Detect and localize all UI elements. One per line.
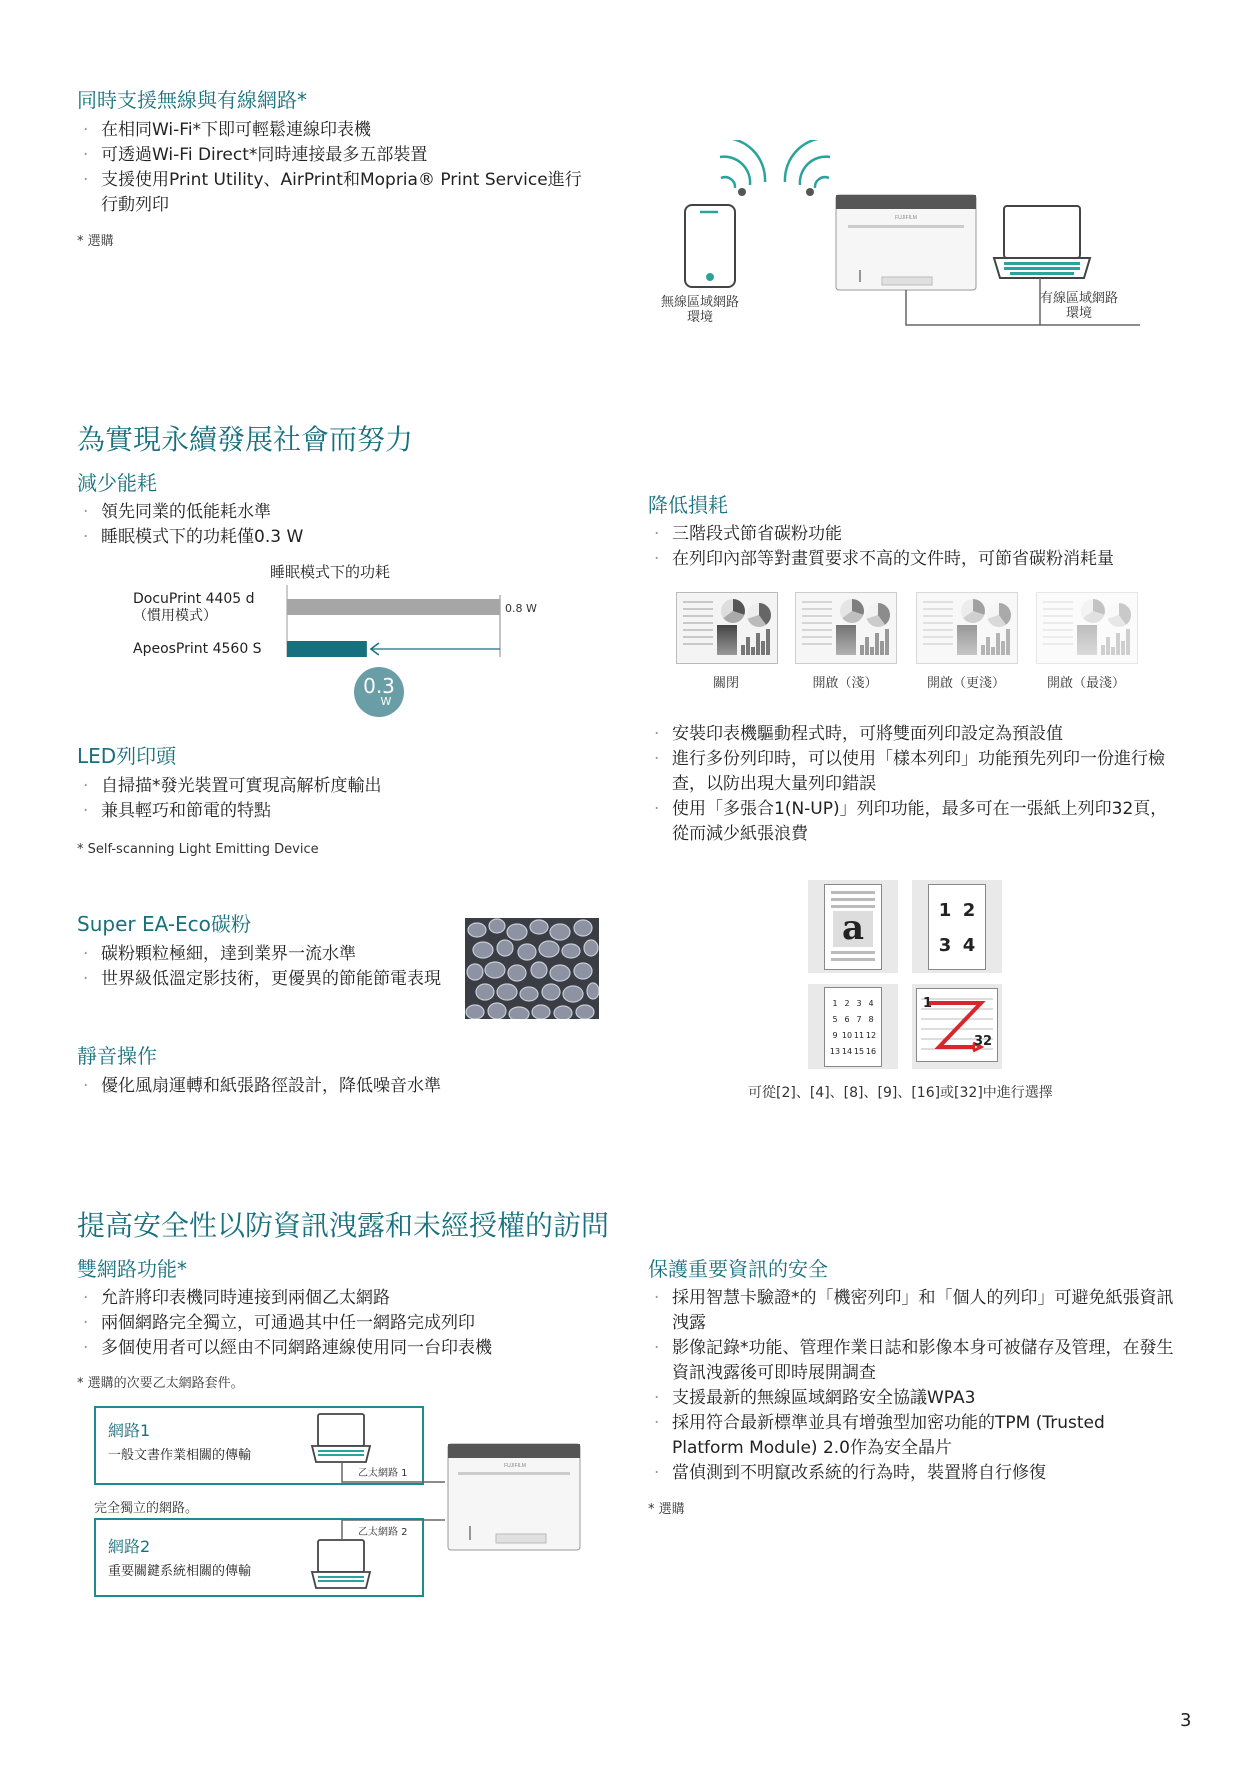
network-2-title: 網路2 (108, 1537, 151, 1556)
printer-brand: FUJIFILM (504, 1463, 526, 1469)
nup-4-illustration (912, 880, 1002, 973)
quiet-title: 靜音操作 (77, 1044, 157, 1068)
nup-page: 6 (844, 1015, 850, 1024)
thumb-caption: 開啟（更淺） (926, 676, 1005, 691)
chart-title: 睡眠模式下的功耗 (270, 563, 391, 581)
chart-bar (287, 641, 367, 657)
list-item: · 當偵測到不明竄改系統的行為時，裝置將自行修復 (648, 1461, 1178, 1486)
protect-bullets (648, 1286, 1178, 1486)
chart-category-label: ApeosPrint 4560 S (133, 641, 262, 657)
dual-network-diagram (300, 1410, 600, 1590)
thumb-caption: 開啟（淺） (812, 676, 878, 691)
list-item: · 允許將印表機同時連接到兩個乙太網路 (77, 1286, 617, 1311)
independent-label: 完全獨立的網路。 (94, 1501, 199, 1516)
nup-page: 1 (938, 900, 952, 921)
energy-bullets (77, 500, 597, 550)
toner-level-thumbnail (795, 592, 897, 664)
nup-letter: a (833, 911, 873, 947)
list-item: · 採用符合最新標準並具有增強型加密功能的TPM (Trusted Platform Module) 2.0作為安全晶片 (648, 1411, 1178, 1461)
printer-icon (448, 1444, 580, 1550)
nup-1-illustration (808, 880, 898, 973)
list-item: · 影像記錄*功能、管理作業日誌和影像本身可被儲存及管理，在發生資訊洩露後可即時展開調查 (648, 1336, 1178, 1386)
list-item: · 可透過Wi-Fi Direct*同時連接最多五部裝置 (77, 143, 597, 168)
page-number: 3 (1180, 1710, 1192, 1731)
nup-page: 7 (856, 1015, 862, 1024)
list-item: · 多個使用者可以經由不同網路連線使用同一台印表機 (77, 1336, 617, 1361)
wireless-label: 無線區域網路環境 (660, 295, 739, 325)
nup-page: 4 (868, 999, 874, 1008)
chart-value-label: 0.8 W (505, 602, 537, 615)
network-2-desc: 重要關鍵系統相關的傳輸 (108, 1564, 252, 1579)
laptop-icon (312, 1540, 370, 1588)
list-item: · 支援最新的無線區域網路安全協議WPA3 (648, 1386, 1178, 1411)
led-title: LED列印頭 (77, 744, 177, 768)
wireless-note: * 選購 (77, 234, 114, 249)
nup-page: 10 (841, 1031, 853, 1040)
dual-network-bullets (77, 1286, 617, 1361)
list-item: · 採用智慧卡驗證*的「機密列印」和「個人的列印」可避免紙張資訊洩露 (648, 1286, 1178, 1336)
list-item: · 兩個網路完全獨立，可通過其中任一網路完成列印 (77, 1311, 617, 1336)
nup-page: 3 (856, 999, 862, 1008)
nup-32-illustration (912, 984, 1002, 1069)
nup-16-illustration (808, 984, 898, 1069)
security-title: 提高安全性以防資訊洩露和未經授權的訪問 (77, 1209, 610, 1242)
nup-page: 3 (938, 935, 952, 956)
ethernet-2-label: 乙太網路 2 (358, 1527, 408, 1538)
wifi-icon (719, 140, 831, 188)
wireless-bullets (77, 118, 597, 218)
list-item: · 優化風扇運轉和紙張路徑設計，降低噪音水準 (77, 1074, 597, 1099)
list-item: · 在列印內部等對畫質要求不高的文件時，可節省碳粉消耗量 (648, 547, 1188, 572)
nup-32-first: 1 (923, 996, 933, 1011)
eco-bullets (77, 942, 457, 992)
nup-page: 2 (844, 999, 850, 1008)
thumb-caption: 開啟（最淺） (1046, 676, 1125, 691)
nup-page: 11 (853, 1031, 865, 1040)
laptop-icon (994, 206, 1090, 278)
chart-category-label: DocuPrint 4405 d （慣用模式） (133, 591, 255, 624)
printer-brand: FUJIFILM (895, 215, 917, 221)
list-item: · 在相同Wi-Fi*下即可輕鬆連線印表機 (77, 118, 597, 143)
network-1-desc: 一般文書作業相關的傳輸 (108, 1448, 252, 1463)
power-badge: 0.3 W (354, 667, 404, 717)
nup-32-last: 32 (974, 1034, 993, 1049)
chart-bar (287, 599, 500, 615)
ethernet-1-label: 乙太網路 1 (358, 1468, 408, 1479)
toner-level-thumbnail (916, 592, 1018, 664)
nup-caption: 可從[2]、[4]、[8]、[9]、[16]或[32]中進行選擇 (748, 1085, 1053, 1101)
list-item: · 進行多份列印時，可以使用「樣本列印」功能預先列印一份進行檢查，以防出現大量列印錯誤 (648, 747, 1178, 797)
nup-page: 9 (832, 1031, 838, 1040)
nup-page: 5 (832, 1015, 838, 1024)
nup-page: 14 (841, 1047, 853, 1056)
wired-label: 有線區域網路環境 (1040, 291, 1119, 321)
list-item: · 支援使用Print Utility、AirPrint和Mopria® Print Service進行行動列印 (77, 168, 597, 218)
toner-level-thumbnail (676, 592, 778, 664)
toner-save-bullets (648, 522, 1188, 572)
list-item: · 自掃描*發光裝置可實現高解析度輸出 (77, 774, 597, 799)
eco-title: Super EA-Eco碳粉 (77, 912, 251, 936)
protect-title: 保護重要資訊的安全 (648, 1257, 828, 1281)
nup-page: 12 (865, 1031, 877, 1040)
list-item: · 碳粉顆粒極細，達到業界一流水準 (77, 942, 457, 967)
list-item: · 世界級低溫定影技術，更優異的節能節電表現 (77, 967, 457, 992)
toner-save-title: 降低損耗 (648, 493, 728, 517)
dual-network-title: 雙網路功能* (77, 1257, 187, 1281)
wireless-title: 同時支援無線與有線網路* (77, 88, 307, 112)
nup-page: 15 (853, 1047, 865, 1056)
nup-page: 2 (962, 900, 976, 921)
list-item: · 睡眠模式下的功耗僅0.3 W (77, 525, 597, 550)
list-item: · 使用「多張合1(N-UP)」列印功能，最多可在一張紙上列印32頁，從而減少紙張浪費 (648, 797, 1178, 847)
paper-save-bullets (648, 722, 1178, 847)
power-bar-chart (280, 585, 540, 665)
protect-note: * 選購 (648, 1502, 685, 1517)
nup-page: 8 (868, 1015, 874, 1024)
dual-network-note: * 選購的次要乙太網路套件。 (77, 1376, 244, 1391)
printer-icon (836, 195, 976, 290)
energy-title: 減少能耗 (77, 471, 157, 495)
quiet-bullets (77, 1074, 597, 1099)
nup-page: 1 (832, 999, 838, 1008)
toner-particles-image (465, 918, 599, 1019)
toner-level-thumbnail (1036, 592, 1138, 664)
thumb-caption: 關閉 (712, 676, 739, 691)
nup-page: 13 (829, 1047, 841, 1056)
nup-page: 16 (865, 1047, 877, 1056)
list-item: · 安裝印表機驅動程式時，可將雙面列印設定為預設值 (648, 722, 1178, 747)
list-item: · 領先同業的低能耗水準 (77, 500, 597, 525)
list-item: · 三階段式節省碳粉功能 (648, 522, 1188, 547)
laptop-icon (312, 1414, 370, 1462)
nup-page: 4 (962, 935, 976, 956)
list-item: · 兼具輕巧和節電的特點 (77, 799, 597, 824)
sustain-title: 為實現永續發展社會而努力 (77, 423, 414, 456)
smartphone-icon (685, 205, 735, 287)
network-1-title: 網路1 (108, 1421, 151, 1440)
led-bullets (77, 774, 597, 824)
led-note: * Self-scanning Light Emitting Device (77, 842, 319, 857)
